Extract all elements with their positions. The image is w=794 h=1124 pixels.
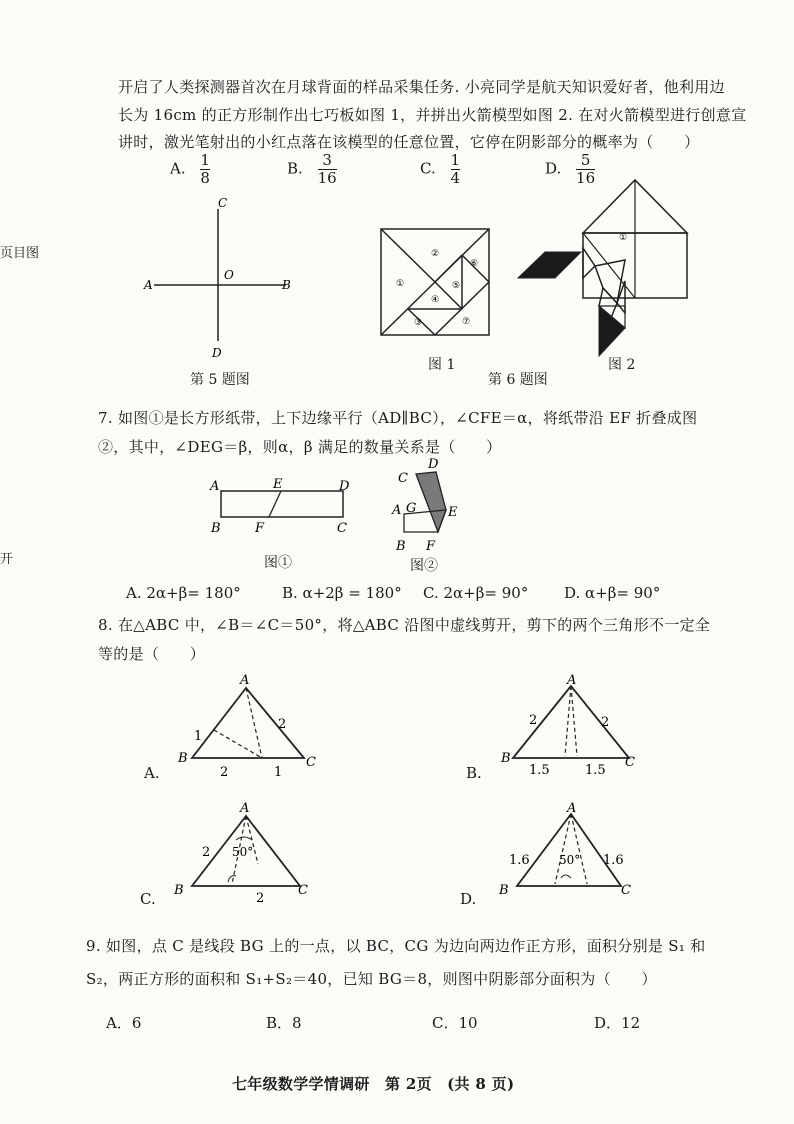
- q8d-vertex-c: C: [621, 883, 631, 898]
- q8b-len-bottom-left: 1.5: [529, 763, 550, 778]
- q8-figure-b: [495, 670, 645, 782]
- q6-line-1: 开启了人类探测器首次在月球背面的样品采集任务. 小亮同学是航天知识爱好者，他利用边: [118, 78, 725, 96]
- q7-fig1-caption: 图①: [264, 555, 292, 571]
- q5-label-d: D: [212, 346, 222, 360]
- q9-line-2: S₂，两正方形的面积和 S₁+S₂＝40，已知 BG＝8，则图中阴影部分面积为（ ）: [86, 970, 657, 988]
- q8b-len-right: 2: [601, 715, 610, 730]
- q8d-len-left: 1.6: [509, 853, 530, 868]
- page-footer: 七年级数学学情调研 第 2页 (共 8 页): [232, 1075, 515, 1093]
- q8-option-a: A.: [144, 764, 160, 782]
- q9-option-a: A．6: [106, 1014, 142, 1032]
- q8-figure-c: [170, 798, 320, 910]
- q8a-len-bottom-right: 1: [274, 765, 283, 780]
- q7-label-d: D: [339, 479, 350, 494]
- q5-label-c: C: [218, 196, 228, 210]
- q7-option-a: A. 2α+β= 180°: [126, 584, 241, 602]
- q8c-len-bottom: 2: [256, 891, 265, 906]
- q7-option-d: D. α+β= 90°: [564, 584, 661, 602]
- q7-label-b: B: [211, 521, 221, 536]
- q7-label-f: F: [255, 521, 265, 536]
- q7-folded-figure: [390, 454, 470, 554]
- q6-line-3: 讲时，激光笔射出的小红点落在该模型的任意位置，它停在阴影部分的概率为（ ）: [118, 133, 700, 151]
- q7-line-2: ②，其中，∠DEG＝β，则α，β 满足的数量关系是（ ）: [98, 438, 502, 456]
- q7-fold-label-f: F: [426, 539, 436, 554]
- q7-fold-label-b: B: [396, 539, 406, 554]
- q7-fold-label-g: G: [406, 501, 417, 516]
- margin-fragment: 开: [0, 552, 14, 567]
- q7-option-c: C. 2α+β= 90°: [423, 584, 529, 602]
- q8d-len-right: 1.6: [603, 853, 624, 868]
- q7-fold-label-c: C: [398, 471, 408, 486]
- q6-option-d: D. $\frac{5}{16}$: [545, 151, 596, 187]
- q8d-vertex-b: B: [499, 883, 509, 898]
- q6-rocket-figure: [515, 178, 695, 360]
- q6-fig1-caption: 图 1: [428, 357, 456, 373]
- q8d-angle: 50°: [559, 853, 581, 867]
- q7-strip-figure: [205, 474, 355, 536]
- q5-label-a: A: [144, 278, 153, 292]
- q7-line-1: 7. 如图①是长方形纸带，上下边缘平行（AD∥BC），∠CFE＝α，将纸带沿 EF 折叠成图: [98, 409, 698, 427]
- q8a-len-left: 1: [194, 729, 203, 744]
- q5-label-o: O: [224, 268, 234, 282]
- q5-label-b: B: [282, 278, 291, 292]
- tangram-piece-1: ①: [395, 279, 405, 289]
- q7-label-c: C: [337, 521, 347, 536]
- q7-fold-label-a: A: [392, 503, 402, 518]
- q8-figure-a: [170, 670, 320, 782]
- q8-line-1: 8. 在△ABC 中，∠B＝∠C＝50°，将△ABC 沿图中虚线剪开，剪下的两个三角形不一定全: [98, 616, 711, 634]
- q8-figure-d: [495, 798, 645, 910]
- q7-label-e: E: [273, 477, 283, 492]
- tangram-piece-2: ②: [430, 249, 440, 259]
- q9-option-c: C．10: [432, 1014, 478, 1032]
- tangram-piece-5: ⑤: [451, 281, 461, 291]
- q9-line-1: 9. 如图，点 C 是线段 BG 上的一点，以 BC，CG 为边向两边作正方形，面积分别是 S₁ 和: [86, 937, 706, 955]
- q8-option-d: D.: [460, 890, 477, 908]
- q7-label-a: A: [210, 479, 220, 494]
- q6-tangram-figure: [376, 224, 494, 340]
- q8d-vertex-a: A: [567, 801, 577, 816]
- rocket-piece-1: ①: [619, 233, 628, 243]
- q8c-vertex-a: A: [240, 801, 250, 816]
- q6-caption: 第 6 题图: [488, 372, 548, 388]
- q9-option-d: D．12: [594, 1014, 641, 1032]
- q8c-vertex-b: B: [174, 883, 184, 898]
- q6-option-b: B. $\frac{3}{16}$: [287, 151, 337, 187]
- q7-option-b: B. α+2β = 180°: [282, 584, 402, 602]
- q8a-len-right: 2: [278, 717, 287, 732]
- q5-figure: [140, 195, 300, 360]
- q8a-len-bottom-left: 2: [220, 765, 229, 780]
- q8b-len-bottom-right: 1.5: [585, 763, 606, 778]
- q8b-vertex-b: B: [501, 751, 511, 766]
- q8c-len-left: 2: [202, 845, 211, 860]
- q8a-vertex-b: B: [178, 751, 188, 766]
- q7-fig2-caption: 图②: [410, 558, 438, 574]
- q8c-vertex-c: C: [298, 883, 308, 898]
- q8b-vertex-c: C: [625, 755, 635, 770]
- q8-line-2: 等的是（ ）: [98, 645, 206, 663]
- tangram-piece-7: ⑦: [461, 317, 471, 327]
- q9-option-b: B．8: [266, 1014, 302, 1032]
- q8b-vertex-a: A: [567, 673, 577, 688]
- q8b-len-left: 2: [529, 713, 538, 728]
- q8-option-c: C.: [140, 890, 156, 908]
- q8a-vertex-c: C: [306, 755, 316, 770]
- tangram-piece-4: ④: [430, 295, 440, 305]
- q7-fold-label-e: E: [448, 505, 458, 520]
- q6-line-2: 长为 16cm 的正方形制作出七巧板如图 1，并拼出火箭模型如图 2. 在对火箭模型进行创意宣: [118, 106, 747, 124]
- q6-option-c: C. $\frac{1}{4}$: [420, 151, 461, 187]
- q8a-vertex-a: A: [240, 673, 250, 688]
- margin-fragment: 页目图: [0, 246, 40, 261]
- tangram-piece-6: ⑥: [469, 259, 479, 269]
- q6-option-a: A. $\frac{1}{8}$: [170, 151, 210, 187]
- tangram-piece-3: ③: [413, 318, 423, 328]
- q5-caption: 第 5 题图: [190, 372, 250, 388]
- q8-option-b: B.: [466, 764, 482, 782]
- q7-fold-label-d: D: [428, 457, 439, 472]
- q6-fig2-caption: 图 2: [608, 357, 636, 373]
- q8c-angle: 50°: [232, 845, 254, 859]
